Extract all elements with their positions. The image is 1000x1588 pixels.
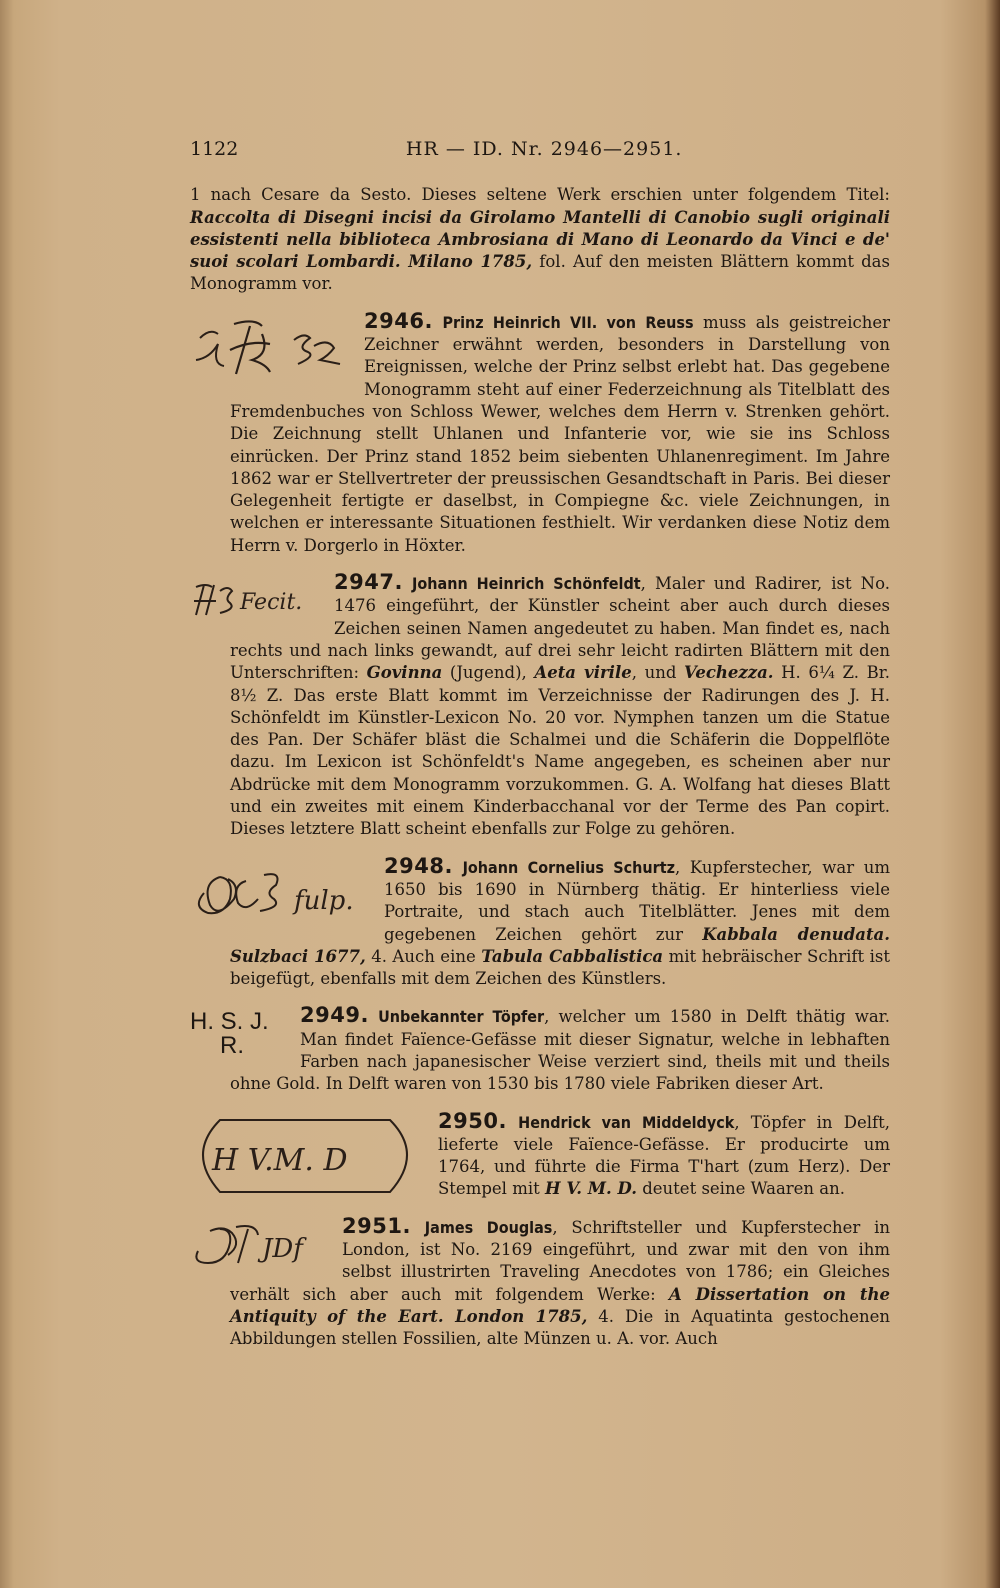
monogram-image xyxy=(190,579,320,619)
monogram-image xyxy=(190,1114,424,1198)
monogram-image xyxy=(190,863,370,927)
entry-number: 2946. xyxy=(364,308,433,333)
entry-2950: 2950. Hendrick van Middeldyck H V.M. D , Töpfer in Delft, lieferte viele Faïence-Gefässe. Er producirte um 1764, und führte die Firma T'hart (zum Herz). Der Stempel mit H V. M. D. deutet seine Waaren an. xyxy=(190,1110,890,1201)
entry-number: 2951. xyxy=(342,1213,411,1238)
header-title: HR — ID. Nr. 2946—2951. xyxy=(405,138,683,160)
entry-2947: 2947. Johann Heinrich Schönfeldt Fecit. , Maler und Radirer, ist No. 1476 eingeführt, der Künstler scheint aber auch durch dieses Zeichen seinen Namen angedeutet zu haben. Man findet es, nach rechts und nach links gewandt, auf drei sehr leicht radirten Blättern mit den Unterschriften: Govinna (Jugend), Aeta virile, und Vechezza. H. 6¼ Z. Br. 8½ Z. Das erste Blatt kommt im Verzeichnisse der Radirungen des J. H. Schönfeldt im Künstler-Lexicon No. 20 vor. Nymphen tanzen um die Statue des Pan. Der Schäfer bläst die Schalmei und die Schäferin die Doppelflöte dazu. Im Lexicon ist Schönfeldt's Name angegeben, es scheinen aber nur Abdrücke mit dem Monogramm vorzukommen. G. A. Wolfang hat dieses Blatt und ein zweites mit einem Kinderbacchanal vor der Terme des Pan copirt. Dieses letztere Blatt scheint ebenfalls zur Folge zu gehören. xyxy=(190,571,890,841)
monogram-image xyxy=(190,1221,328,1267)
entry-2949: 2949. Unbekannter Töpfer H. S. J. R. , welcher um 1580 in Delft thätig war. Man findet Faïence-Gefässe mit dieser Signatur, welche in lebhaften Farben nach japanesischer Weise verziert sind, theils mit und theils ohne Gold. In Delft waren von 1530 bis 1780 viele Fabriken dieser Art. xyxy=(190,1003,891,1094)
entry-number: 2950. xyxy=(438,1108,507,1133)
entry-2946: 2946. Prinz Heinrich VII. von Reuss muss als geistreicher Zeichner erwähnt werden, besonders in Darstellung von Ereignissen, welche der Prinz selbst erlebt hat. Das gegebene Monogramm steht auf einer Federzeichnung als Titelblatt des Fremdenbuches von Schloss Wewer, welches dem Herrn v. Strenken gehört. Die Zeichnung stellt Uhlanen und Infanterie vor, wie sie ins Schloss einrücken. Der Prinz stand 1852 beim siebenten Uhlanenregiment. Im Jahre 1862 war er Stellvertreter der preussischen Gesandtschaft in Paris. Bei dieser Gelegenheit fertigte er daselbst, in Compiegne &c. viele Zeichnungen, in welchen er interessante Situationen festhielt. Wir verdanken diese Notiz dem Herrn v. Dorgerlo in Höxter. xyxy=(190,310,890,557)
running-header xyxy=(190,138,890,160)
entry-name: Unbekannter Töpfer xyxy=(378,1007,545,1027)
entry-name: Hendrick van Middeldyck xyxy=(518,1112,735,1132)
svg-text:JDf: JDf xyxy=(262,1233,303,1264)
page-text xyxy=(190,138,890,1351)
entry-2951: 2951. James Douglas JDf , Schriftsteller und Kupferstecher in London, ist No. 2169 eingeführt, und zwar mit den von ihm selbst illustrirten Traveling Anecdotes von 1786; ein Gleiches verhält sich aber auch mit folgendem Werke: A Dissertation on the Antiquity of the Eart. London 1785, 4. Die in Aquatinta gestochenen Abbildungen stellen Fossilien, alte Münzen u. A. vor. Auch xyxy=(190,1215,890,1351)
monogram-image xyxy=(190,316,350,378)
entry-number: 2949. xyxy=(300,1003,369,1028)
entry-2948: 2948. Johann Cornelius Schurtz fulp. , Kupferstecher, war um 1650 bis 1690 in Nürnberg thätig. Er hinterliess viele Portraite, und stach auch Titelblätter. Jenes mit dem gegebenen Zeichen gehört zur Kabbala denudata. Sulzbaci 1677, 4. Auch eine Tabula Cabbalistica mit hebräischer Schrift ist beigefügt, ebenfalls mit dem Zeichen des Künstlers. xyxy=(190,855,890,991)
page-number: 1122 xyxy=(190,138,239,160)
entry-name: Johann Cornelius Schurtz xyxy=(462,857,676,877)
entry-name: James Douglas xyxy=(424,1217,553,1237)
svg-text:Fecit.: Fecit. xyxy=(240,590,303,616)
entry-name: Johann Heinrich Schönfeldt xyxy=(412,574,641,594)
entry-number: 2948. xyxy=(384,853,453,878)
entry-number: 2947. xyxy=(334,570,403,595)
intro-paragraph: 1 nach Cesare da Sesto. Dieses seltene Werk erschien unter folgendem Titel: Raccolta di Disegni incisi da Girolamo Mantelli di Canobio sugli originali essistenti nella biblioteca Ambrosiana di Mano di Leonardo da Vinci e de' suoi scolari Lombardi. Milano 1785, fol. Auf den meisten Blättern kommt das Monogramm vor. xyxy=(190,185,890,294)
svg-text:fulp.: fulp. xyxy=(294,885,354,916)
monogram-image: H. S. J. R. xyxy=(190,1008,269,1060)
svg-text:H V.M. D: H V.M. D xyxy=(212,1142,348,1178)
entry-name: Prinz Heinrich VII. von Reuss xyxy=(442,312,694,332)
